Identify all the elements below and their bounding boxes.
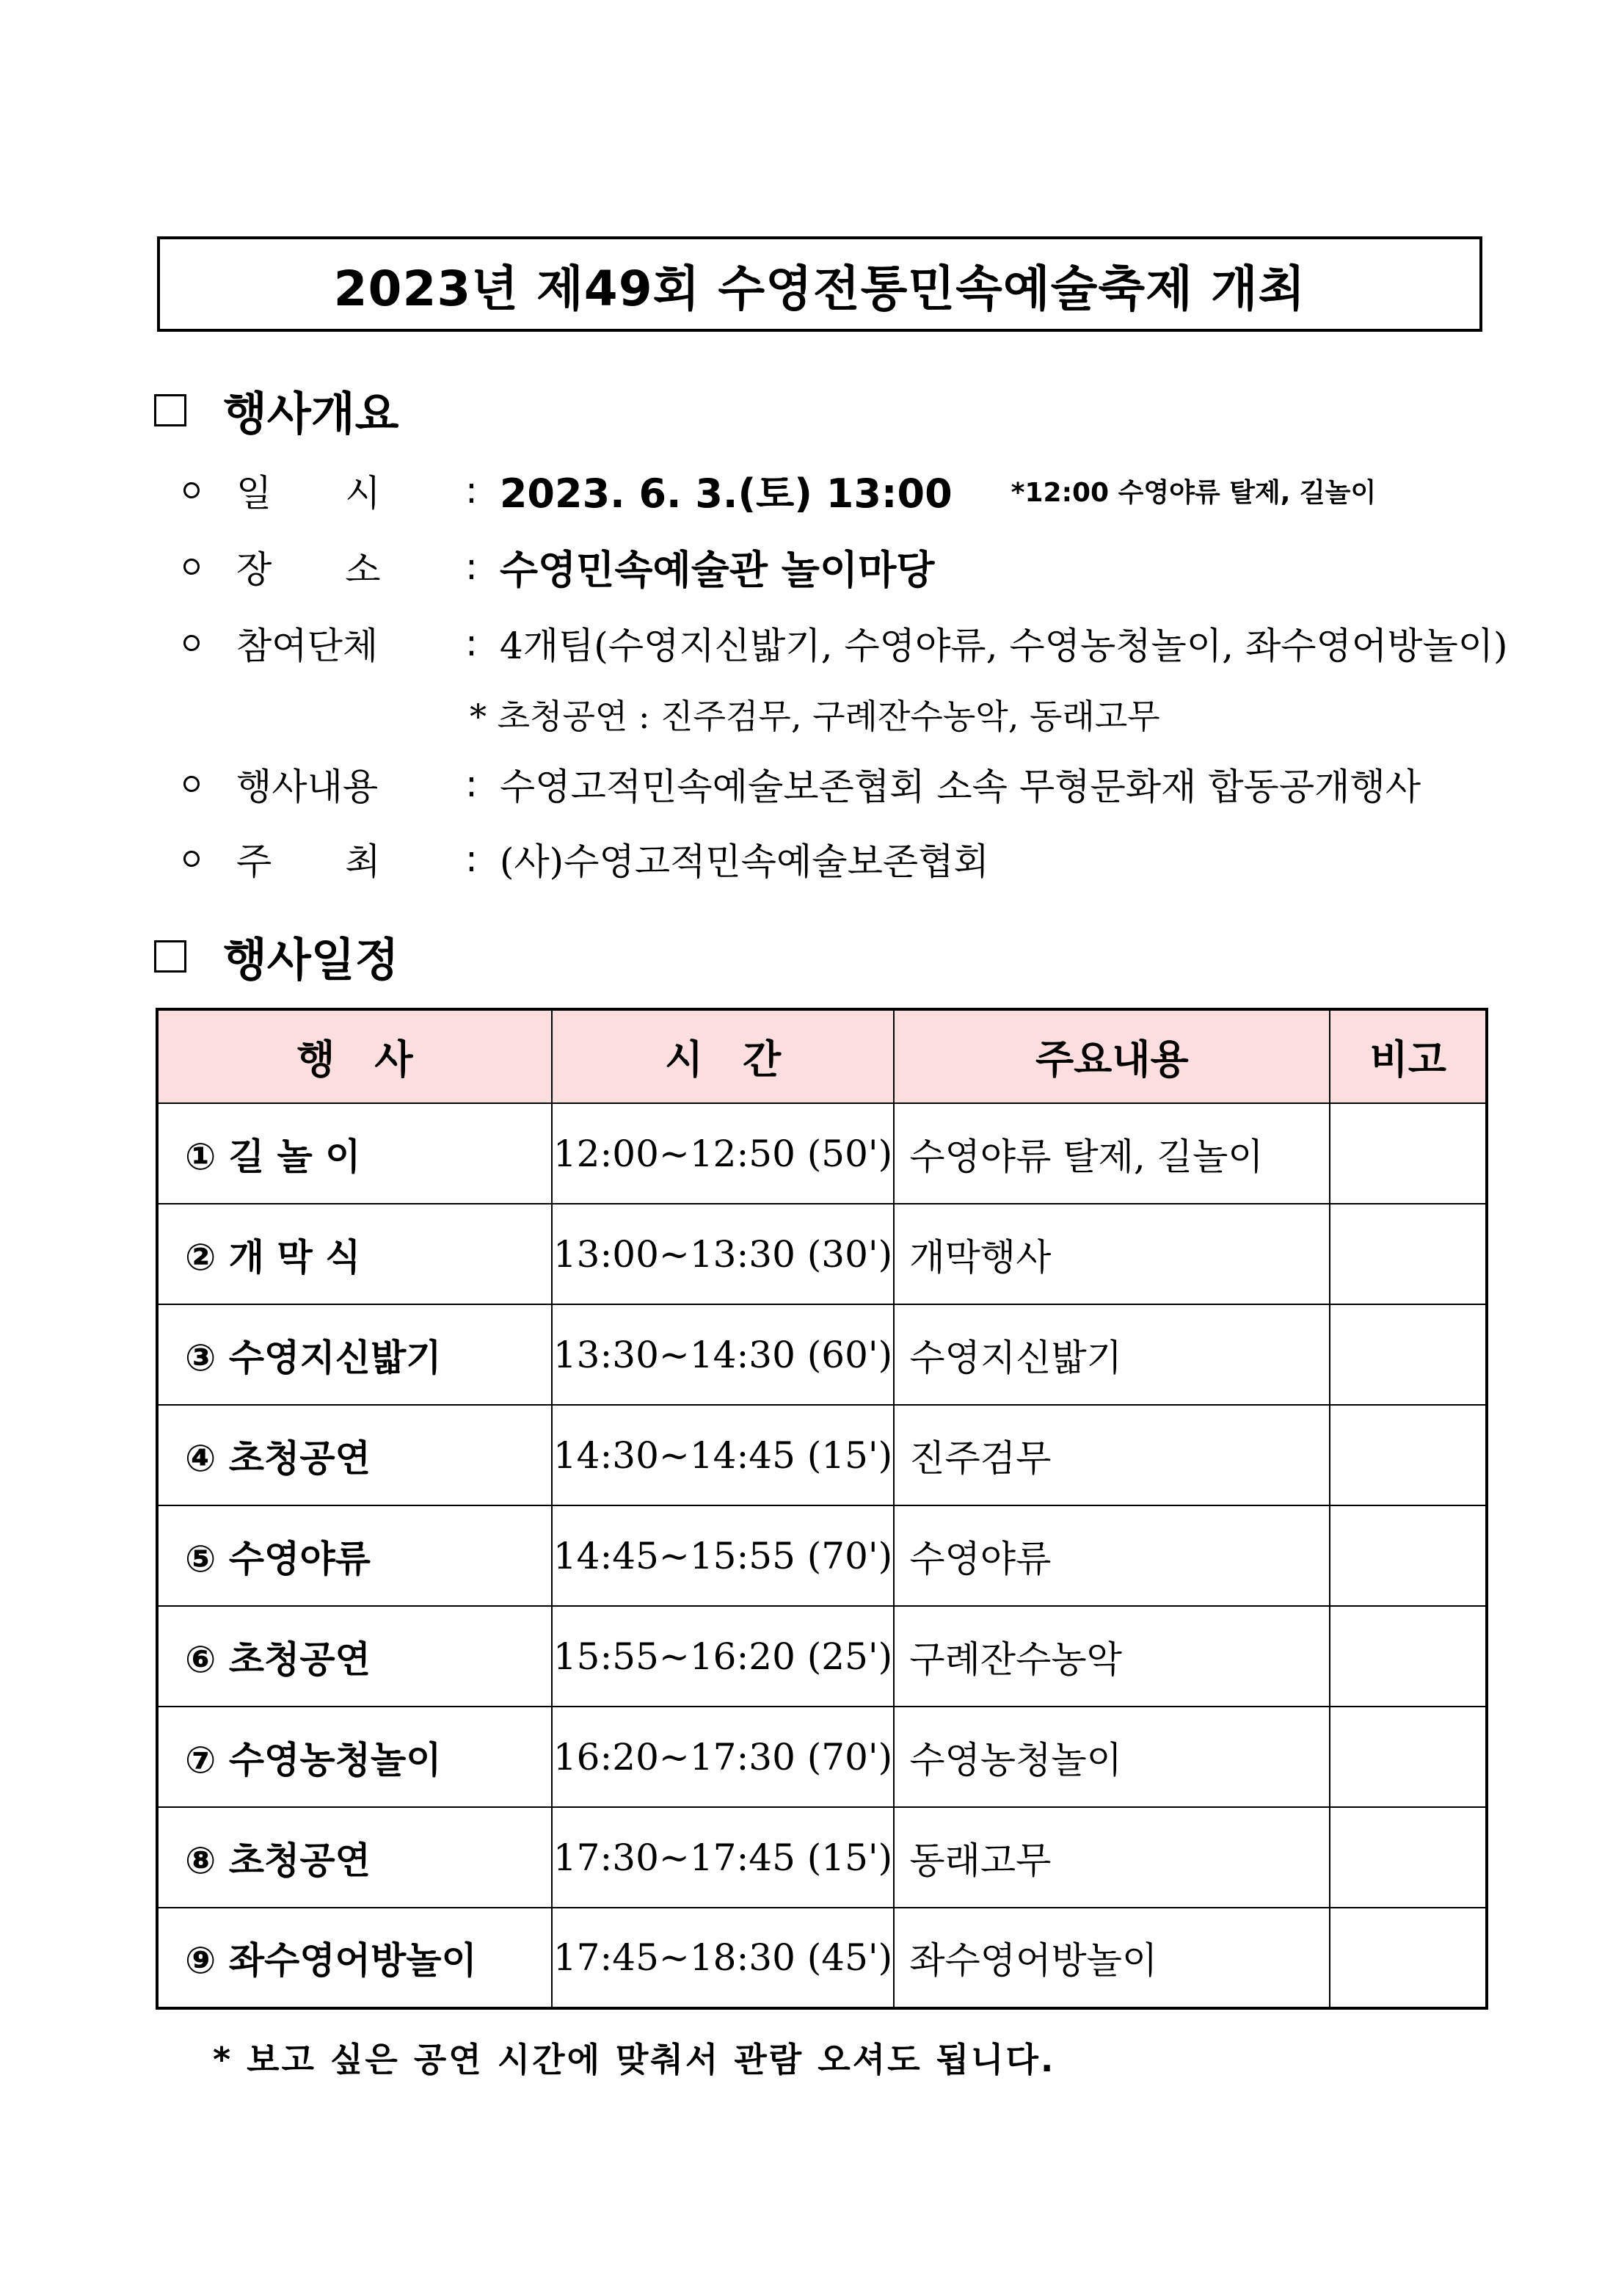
column-header-time: 시 간 <box>552 1009 894 1103</box>
cell-event: ① 길 놀 이 <box>157 1103 552 1204</box>
overview-item-date <box>183 461 1376 520</box>
table-header-row <box>157 1009 1487 1103</box>
cell-note <box>1330 1103 1487 1204</box>
cell-event: ⑥ 초청공연 <box>157 1606 552 1707</box>
overview-label: 행사내용 <box>236 766 379 808</box>
circle-bullet-icon <box>183 482 200 498</box>
cell-content: 수영지신밟기 <box>894 1304 1330 1405</box>
column-header-note: 비고 <box>1330 1009 1487 1103</box>
cell-content: 구례잔수농악 <box>894 1606 1330 1707</box>
circle-bullet-icon <box>183 635 200 651</box>
cell-time: 17:45~18:30 (45') <box>552 1908 894 2008</box>
overview-value: 수영고적민속예술보존협회 소속 무형문화재 합동공개행사 <box>499 766 1421 808</box>
checkbox-square-icon <box>154 394 186 426</box>
overview-item-participants <box>183 614 1508 672</box>
circle-bullet-icon <box>183 851 200 867</box>
cell-content: 좌수영어방놀이 <box>894 1908 1330 2008</box>
cell-note <box>1330 1505 1487 1606</box>
cell-time: 17:30~17:45 (15') <box>552 1807 894 1908</box>
cell-content: 수영농청놀이 <box>894 1707 1330 1807</box>
table-row <box>157 1405 1487 1505</box>
cell-time: 13:30~14:30 (60') <box>552 1304 894 1405</box>
colon: : <box>465 837 478 880</box>
overview-label: 장 소 <box>236 548 381 591</box>
section-heading-schedule: 행사일정 <box>223 933 399 986</box>
cell-note <box>1330 1405 1487 1505</box>
cell-note <box>1330 1807 1487 1908</box>
cell-event: ⑦ 수영농청놀이 <box>157 1707 552 1807</box>
table-row <box>157 1707 1487 1807</box>
cell-event: ④ 초청공연 <box>157 1405 552 1505</box>
table-row <box>157 1807 1487 1908</box>
cell-note <box>1330 1304 1487 1405</box>
section-overview <box>154 377 399 443</box>
cell-content: 개막행사 <box>894 1204 1330 1304</box>
schedule-table <box>156 1008 1488 2010</box>
overview-item-content <box>183 755 1421 813</box>
overview-label: 주 최 <box>236 840 381 883</box>
cell-time: 14:45~15:55 (70') <box>552 1505 894 1606</box>
cell-content: 수영야류 <box>894 1505 1330 1606</box>
colon: : <box>465 469 478 512</box>
cell-time: 14:30~14:45 (15') <box>552 1405 894 1505</box>
overview-value: 4개팀(수영지신밟기, 수영야류, 수영농청놀이, 좌수영어방놀이) <box>499 625 1508 667</box>
cell-event: ⑤ 수영야류 <box>157 1505 552 1606</box>
table-row <box>157 1304 1487 1405</box>
cell-event: ③ 수영지신밟기 <box>157 1304 552 1405</box>
overview-value: 2023. 6. 3.(토) 13:00 <box>499 470 953 517</box>
cell-time: 15:55~16:20 (25') <box>552 1606 894 1707</box>
cell-time: 12:00~12:50 (50') <box>552 1103 894 1204</box>
overview-value: 수영민속예술관 놀이마당 <box>499 546 935 593</box>
overview-item-host <box>183 829 989 888</box>
section-schedule <box>154 923 399 989</box>
cell-event: ⑨ 좌수영어방놀이 <box>157 1908 552 2008</box>
overview-note: *12:00 수영야류 탈제, 길놀이 <box>1011 477 1377 508</box>
overview-sub-note: * 초청공연 : 진주검무, 구례잔수농악, 동래고무 <box>470 697 1160 736</box>
table-row <box>157 1505 1487 1606</box>
cell-content: 수영야류 탈제, 길놀이 <box>894 1103 1330 1204</box>
cell-note <box>1330 1707 1487 1807</box>
table-row <box>157 1204 1487 1304</box>
cell-time: 16:20~17:30 (70') <box>552 1707 894 1807</box>
colon: : <box>465 763 478 805</box>
footer-note: * 보고 싶은 공연 시간에 맞춰서 관람 오셔도 됩니다. <box>213 2040 1056 2079</box>
overview-label: 일 시 <box>236 472 381 515</box>
cell-note <box>1330 1606 1487 1707</box>
table-row <box>157 1606 1487 1707</box>
table-row <box>157 1103 1487 1204</box>
table-row <box>157 1908 1487 2008</box>
cell-time: 13:00~13:30 (30') <box>552 1204 894 1304</box>
colon: : <box>465 622 478 664</box>
overview-label: 참여단체 <box>236 625 379 667</box>
cell-content: 동래고무 <box>894 1807 1330 1908</box>
overview-item-place <box>183 537 934 596</box>
cell-note <box>1330 1204 1487 1304</box>
circle-bullet-icon <box>183 776 200 792</box>
cell-event: ⑧ 초청공연 <box>157 1807 552 1908</box>
circle-bullet-icon <box>183 559 200 575</box>
checkbox-square-icon <box>154 940 186 973</box>
cell-content: 진주검무 <box>894 1405 1330 1505</box>
cell-note <box>1330 1908 1487 2008</box>
section-heading-overview: 행사개요 <box>223 387 399 440</box>
cell-event: ② 개 막 식 <box>157 1204 552 1304</box>
overview-value: (사)수영고적민속예술보존협회 <box>499 840 989 883</box>
colon: : <box>465 545 478 588</box>
column-header-event: 행 사 <box>157 1009 552 1103</box>
document-title: 2023년 제49회 수영전통민속예술축제 개최 <box>157 236 1482 332</box>
column-header-content: 주요내용 <box>894 1009 1330 1103</box>
